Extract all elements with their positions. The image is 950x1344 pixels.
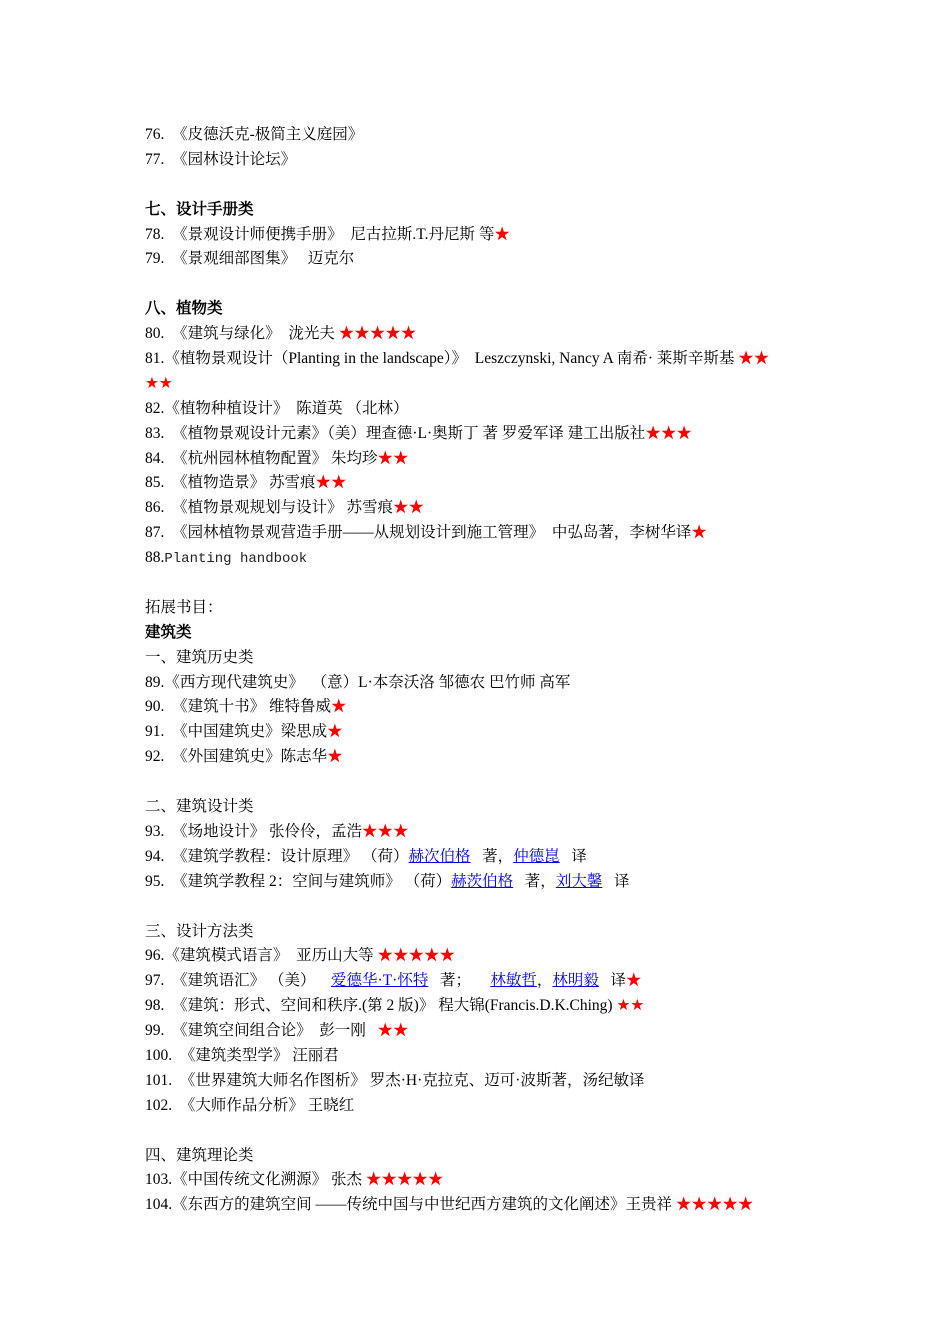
list-item: 90. 《建筑十书》 维特鲁威★ [145, 698, 347, 716]
list-item: 94. 《建筑学教程：设计原理》 （荷）赫次伯格 著，仲德崑 译 [145, 847, 587, 865]
list-item: 101. 《世界建筑大师名作图析》 罗杰·H·克拉克、迈可·波斯著，汤纪敏译 [145, 1071, 645, 1089]
list-item: 89.《西方现代建筑史》 （意）L·本奈沃洛 邹德农 巴竹师 高军 [145, 673, 571, 691]
author-link[interactable]: 赫茨伯格 [451, 872, 514, 890]
section-heading: 七、设计手册类 [145, 200, 254, 218]
list-item: 80. 《建筑与绿化》 泷光夫 ★★★★★ [145, 325, 417, 343]
list-item: 95. 《建筑学教程 2：空间与建筑师》 （荷）赫茨伯格 著，刘大馨 译 [145, 872, 630, 890]
rating-stars: ★★ [393, 499, 425, 517]
list-item-continuation [145, 372, 825, 397]
document-page [145, 123, 825, 1218]
list-item: 79. 《景观细部图集》 迈克尔 [145, 250, 355, 268]
spacer [145, 895, 825, 920]
category-heading: 建筑类 [145, 623, 192, 641]
rating-stars: ★ [331, 698, 347, 716]
list-item: 103.《中国传统文化溯源》 张杰 ★★★★★ [145, 1171, 444, 1189]
list-item: 86. 《植物景观规划与设计》 苏雪痕★★ [145, 499, 425, 517]
translator-link[interactable]: 仲德崑 [513, 847, 560, 865]
list-item: 88.Planting handbook [145, 549, 308, 568]
translator-link[interactable]: 刘大馨 [555, 872, 603, 890]
rating-stars: ★★ [738, 350, 770, 368]
rating-stars: ★★ [616, 997, 645, 1015]
section-heading: 三、设计方法类 [145, 922, 254, 940]
section-heading: 四、建筑理论类 [145, 1146, 254, 1164]
spacer [145, 272, 825, 297]
extension-heading: 拓展书目： [145, 598, 223, 616]
list-item: 93. 《场地设计》 张伶伶，孟浩★★★ [145, 822, 409, 840]
rating-stars: ★★★★★ [377, 947, 456, 965]
author-link[interactable]: 赫次伯格 [408, 847, 471, 865]
rating-stars: ★ [626, 972, 642, 990]
list-item: 87. 《园林植物景观营造手册——从规划设计到施工管理》 中弘岛著，李树华译★ [145, 524, 707, 542]
list-item: 78. 《景观设计师便携手册》 尼古拉斯.T.丹尼斯 等★ [145, 225, 510, 243]
list-item: 96.《建筑模式语言》 亚历山大等 ★★★★★ [145, 947, 456, 965]
rating-stars: ★★ [377, 1022, 409, 1040]
list-item: 100. 《建筑类型学》 汪丽君 [145, 1046, 339, 1064]
section-heading: 一、建筑历史类 [145, 648, 254, 666]
spacer [145, 571, 825, 596]
list-item: 85. 《植物造景》 苏雪痕★★ [145, 474, 347, 492]
list-item: 99. 《建筑空间组合论》 彭一刚 ★★ [145, 1022, 409, 1040]
rating-stars: ★ [691, 524, 707, 542]
rating-stars: ★★★ [362, 822, 409, 840]
list-item: 97. 《建筑语汇》 （美） 爱德华·T·怀特 著； 林敏哲，林明毅 译★ [145, 972, 642, 990]
list-item: 102. 《大师作品分析》 王晓红 [145, 1096, 355, 1114]
rating-stars: ★ [327, 748, 343, 766]
list-item: 84. 《杭州园林植物配置》 朱均珍★★ [145, 449, 409, 467]
list-item: 91. 《中国建筑史》梁思成★ [145, 723, 343, 741]
spacer [145, 1119, 825, 1144]
rating-stars: ★★★★★ [675, 1196, 754, 1214]
list-item: 81.《植物景观设计（Planting in the landscape）》 Leszczynski, Nancy A 南希· 莱斯辛斯基 ★★ [145, 350, 770, 368]
author-link[interactable]: 爱德华·T·怀特 [331, 972, 429, 990]
list-item: 77. 《园林设计论坛》 [145, 150, 297, 168]
rating-stars: ★★ [145, 374, 173, 392]
translator-link[interactable]: 林敏哲 [490, 972, 537, 990]
list-item: 104.《东西方的建筑空间 ——传统中国与中世纪西方建筑的文化阐述》王贵祥 ★★★★★ [145, 1196, 754, 1214]
section-heading: 八、植物类 [145, 300, 223, 318]
list-item: 82.《植物种植设计》 陈道英 （北林） [145, 399, 409, 417]
list-item: 98. 《建筑：形式、空间和秩序.(第 2 版)》 程大锦(Francis.D.K.Ching) ★★ [145, 997, 645, 1015]
rating-stars: ★★ [315, 474, 347, 492]
rating-stars: ★ [327, 723, 343, 741]
rating-stars: ★★★★★ [365, 1171, 444, 1189]
rating-stars: ★★★★★ [338, 325, 417, 343]
rating-stars: ★★★ [645, 424, 692, 442]
list-item: 76. 《皮德沃克-极简主义庭园》 [145, 126, 364, 143]
section-heading: 二、建筑设计类 [145, 798, 254, 816]
translator-link[interactable]: 林明毅 [552, 972, 599, 990]
spacer [145, 770, 825, 795]
rating-stars: ★ [494, 225, 510, 243]
list-item: 83. 《植物景观设计元素》（美）理查德·L·奥斯丁 著 罗爱军译 建工出版社★★★ [145, 424, 692, 442]
list-item: 92. 《外国建筑史》陈志华★ [145, 748, 343, 766]
spacer [145, 173, 825, 198]
rating-stars: ★★ [377, 449, 409, 467]
